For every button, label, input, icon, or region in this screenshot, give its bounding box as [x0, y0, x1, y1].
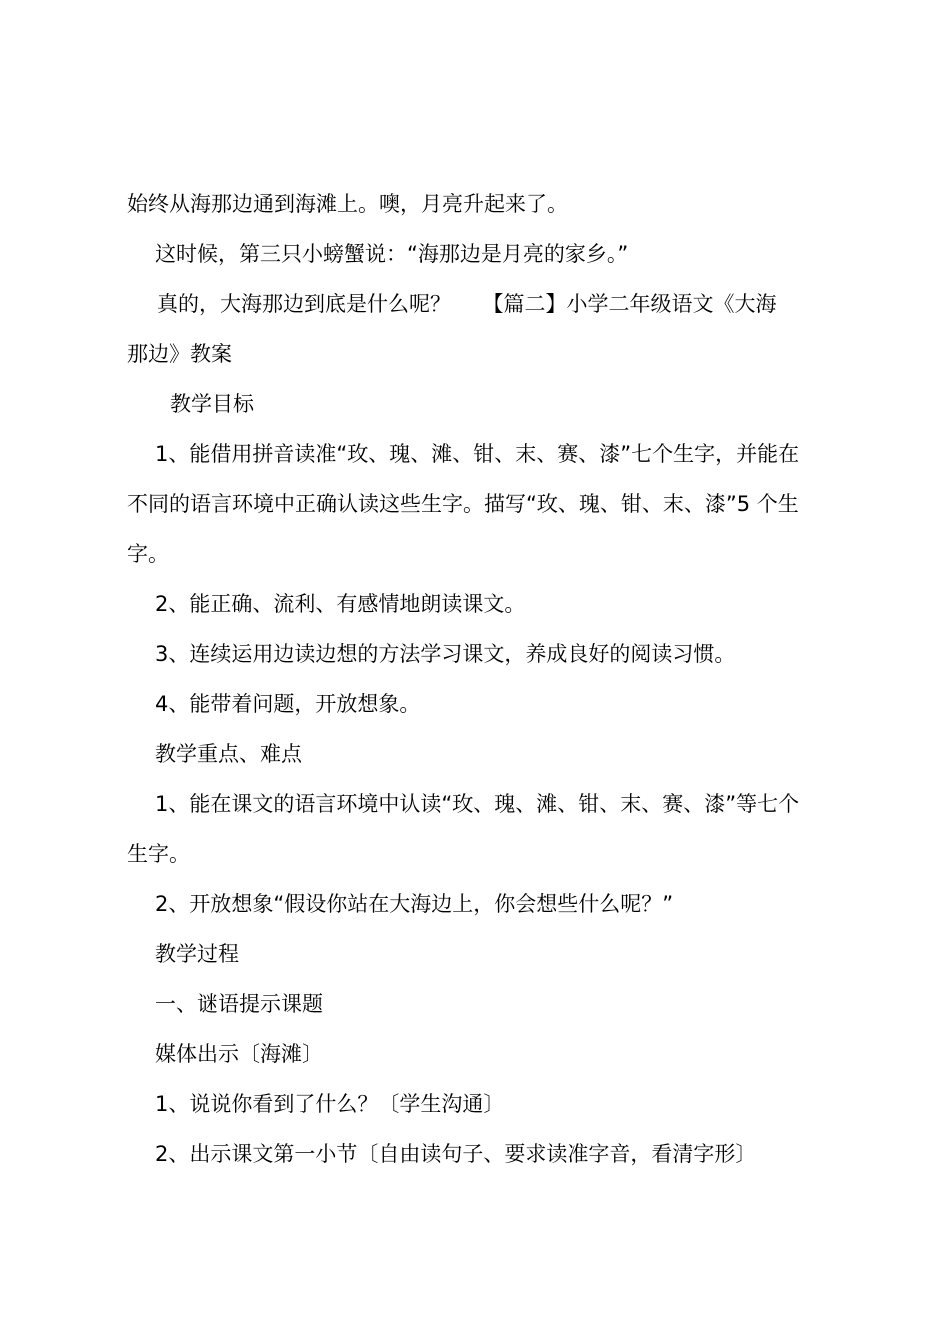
text-line-11: 4、能带着问题，开放想象。: [155, 692, 421, 716]
text-line-18: 媒体出示〔海滩〕: [155, 1042, 323, 1066]
text-line-13: 1、能在课文的语言环境中认读“玫、瑰、滩、钳、末、赛、漆”等七个: [155, 792, 800, 816]
text-line-7: 不同的语言环境中正确认读这些生字。描写“玫、瑰、钳、末、漆”5 个生: [127, 492, 799, 516]
section-heading-key-points: 教学重点、难点: [155, 742, 302, 766]
text-line-20: 2、出示课文第一小节〔自由读句子、要求读准字音，看清字形〕: [155, 1142, 757, 1166]
text-line-19: 1、说说你看到了什么？〔学生沟通〕: [155, 1092, 505, 1116]
text-line-1: 始终从海那边通到海滩上。噢，月亮升起来了。: [127, 192, 568, 216]
text-line-9: 2、能正确、流利、有感情地朗读课文。: [155, 592, 526, 616]
section-heading-process: 教学过程: [155, 942, 239, 966]
text-line-2: 这时候，第三只小螃蟹说：“海那边是月亮的家乡。”: [155, 242, 629, 266]
text-line-8: 字。: [127, 542, 169, 566]
text-line-14: 生字。: [127, 842, 190, 866]
text-line-4: 那边》教案: [127, 342, 232, 366]
text-line-17: 一、谜语提示课题: [155, 992, 323, 1016]
text-line-3: 真的，大海那边到底是什么呢？ 【篇二】小学二年级语文《大海: [157, 292, 777, 316]
text-line-10: 3、连续运用边读边想的方法学习课文，养成良好的阅读习惯。: [155, 642, 736, 666]
section-heading-objectives: 教学目标: [170, 392, 254, 416]
text-line-15: 2、开放想象“假设你站在大海边上，你会想些什么呢？”: [155, 892, 674, 916]
text-line-6: 1、能借用拼音读准“玫、瑰、滩、钳、末、赛、漆”七个生字，并能在: [155, 442, 800, 466]
